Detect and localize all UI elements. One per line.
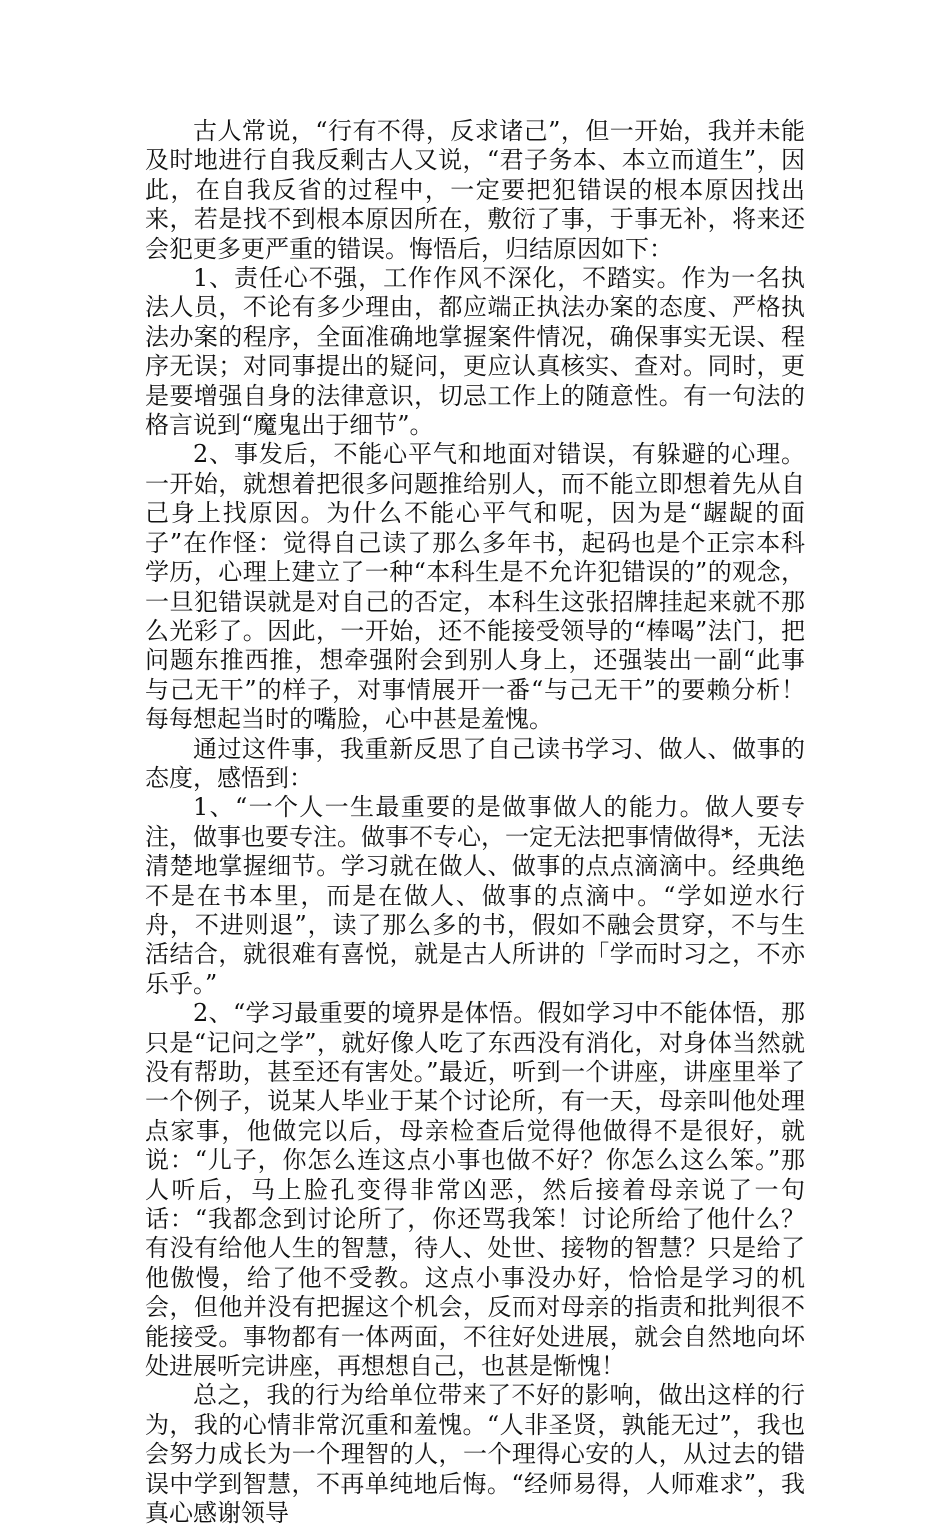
paragraph-reason-1: 1、责任心不强，工作作风不深化，不踏实。作为一名执法人员，不论有多少理由，都应端正执法办案的态度、严格执法办案的程序，全面准确地掌握案件情况，确保事实无误、程序无误；对同事提出的疑问，更应认真核实、查对。同时，更是要增强自身的法律意识，切忌工作上的随意性。有一句法的格言说到“魔鬼出于细节”。 xyxy=(145,264,805,440)
paragraph-conclusion: 总之，我的行为给单位带来了不好的影响，做出这样的行为，我的心情非常沉重和羞愧。“人非圣贤，孰能无过”，我也会努力成长为一个理智的人，一个理得心安的人，从过去的错误中学到智慧，不再单纯地后悔。“经师易得，人师难求”，我真心感谢领导 xyxy=(145,1381,805,1528)
paragraph-reflection: 通过这件事，我重新反思了自己读书学习、做人、做事的态度，感悟到： xyxy=(145,734,805,792)
paragraph-insight-2: 2、“学习最重要的境界是体悟。假如学习中不能体悟，那只是“记问之学”，就好像人吃了东西没有消化，对身体当然就没有帮助，甚至还有害处。”最近，听到一个讲座，讲座里举了一个例子，说某人毕业于某个讨论所，有一天，母亲叫他处理点家事，他做完以后，母亲检查后觉得他做得不是很好，就说：“儿子，你怎么连这点小事也做不好？你怎么这么笨。”那人听后，马上脸孔变得非常凶恶，然后接着母亲说了一句话：“我都念到讨论所了，你还骂我笨！讨论所给了他什么？有没有给他人生的智慧，待人、处世、接物的智慧？只是给了他傲慢，给了他不受教。这点小事没办好，恰恰是学习的机会，但他并没有把握这个机会，反而对母亲的指责和批判很不能接受。事物都有一体两面，不往好处进展，就会自然地向坏处进展听完讲座，再想想自己，也甚是惭愧！ xyxy=(145,999,805,1381)
document-body xyxy=(145,117,805,1529)
paragraph-insight-1: 1、“一个人一生最重要的是做事做人的能力。做人要专注，做事也要专注。做事不专心，一定无法把事情做得*，无法清楚地掌握细节。学习就在做人、做事的点点滴滴中。经典绝不是在书本里，而是在做人、做事的点滴中。“学如逆水行舟，不进则退”，读了那么多的书，假如不融会贯穿，不与生活结合，就很难有喜悦，就是古人所讲的「学而时习之，不亦乐乎。” xyxy=(145,793,805,998)
paragraph-reason-2: 2、事发后，不能心平气和地面对错误，有躲避的心理。一开始，就想着把很多问题推给别人，而不能立即想着先从自己身上找原因。为什么不能心平气和呢，因为是“龌龊的面子”在作怪：觉得自己读了那么多年书，起码也是个正宗本科学历，心理上建立了一种“本科生是不允许犯错误的”的观念，一旦犯错误就是对自己的否定，本科生这张招牌挂起来就不那么光彩了。因此，一开始，还不能接受领导的“棒喝”法门，把问题东推西推，想牵强附会到别人身上，还强装出一副“此事与己无干”的样子，对事情展开一番“与己无干”的要赖分析！每每想起当时的嘴脸，心中甚是羞愧。 xyxy=(145,440,805,734)
paragraph-intro: 古人常说，“行有不得，反求诸己”，但一开始，我并未能及时地进行自我反剩古人又说，“君子务本、本立而道生”，因此，在自我反省的过程中，一定要把犯错误的根本原因找出来，若是找不到根本原因所在，敷衍了事，于事无补，将来还会犯更多更严重的错误。悔悟后，归结原因如下： xyxy=(145,117,805,263)
